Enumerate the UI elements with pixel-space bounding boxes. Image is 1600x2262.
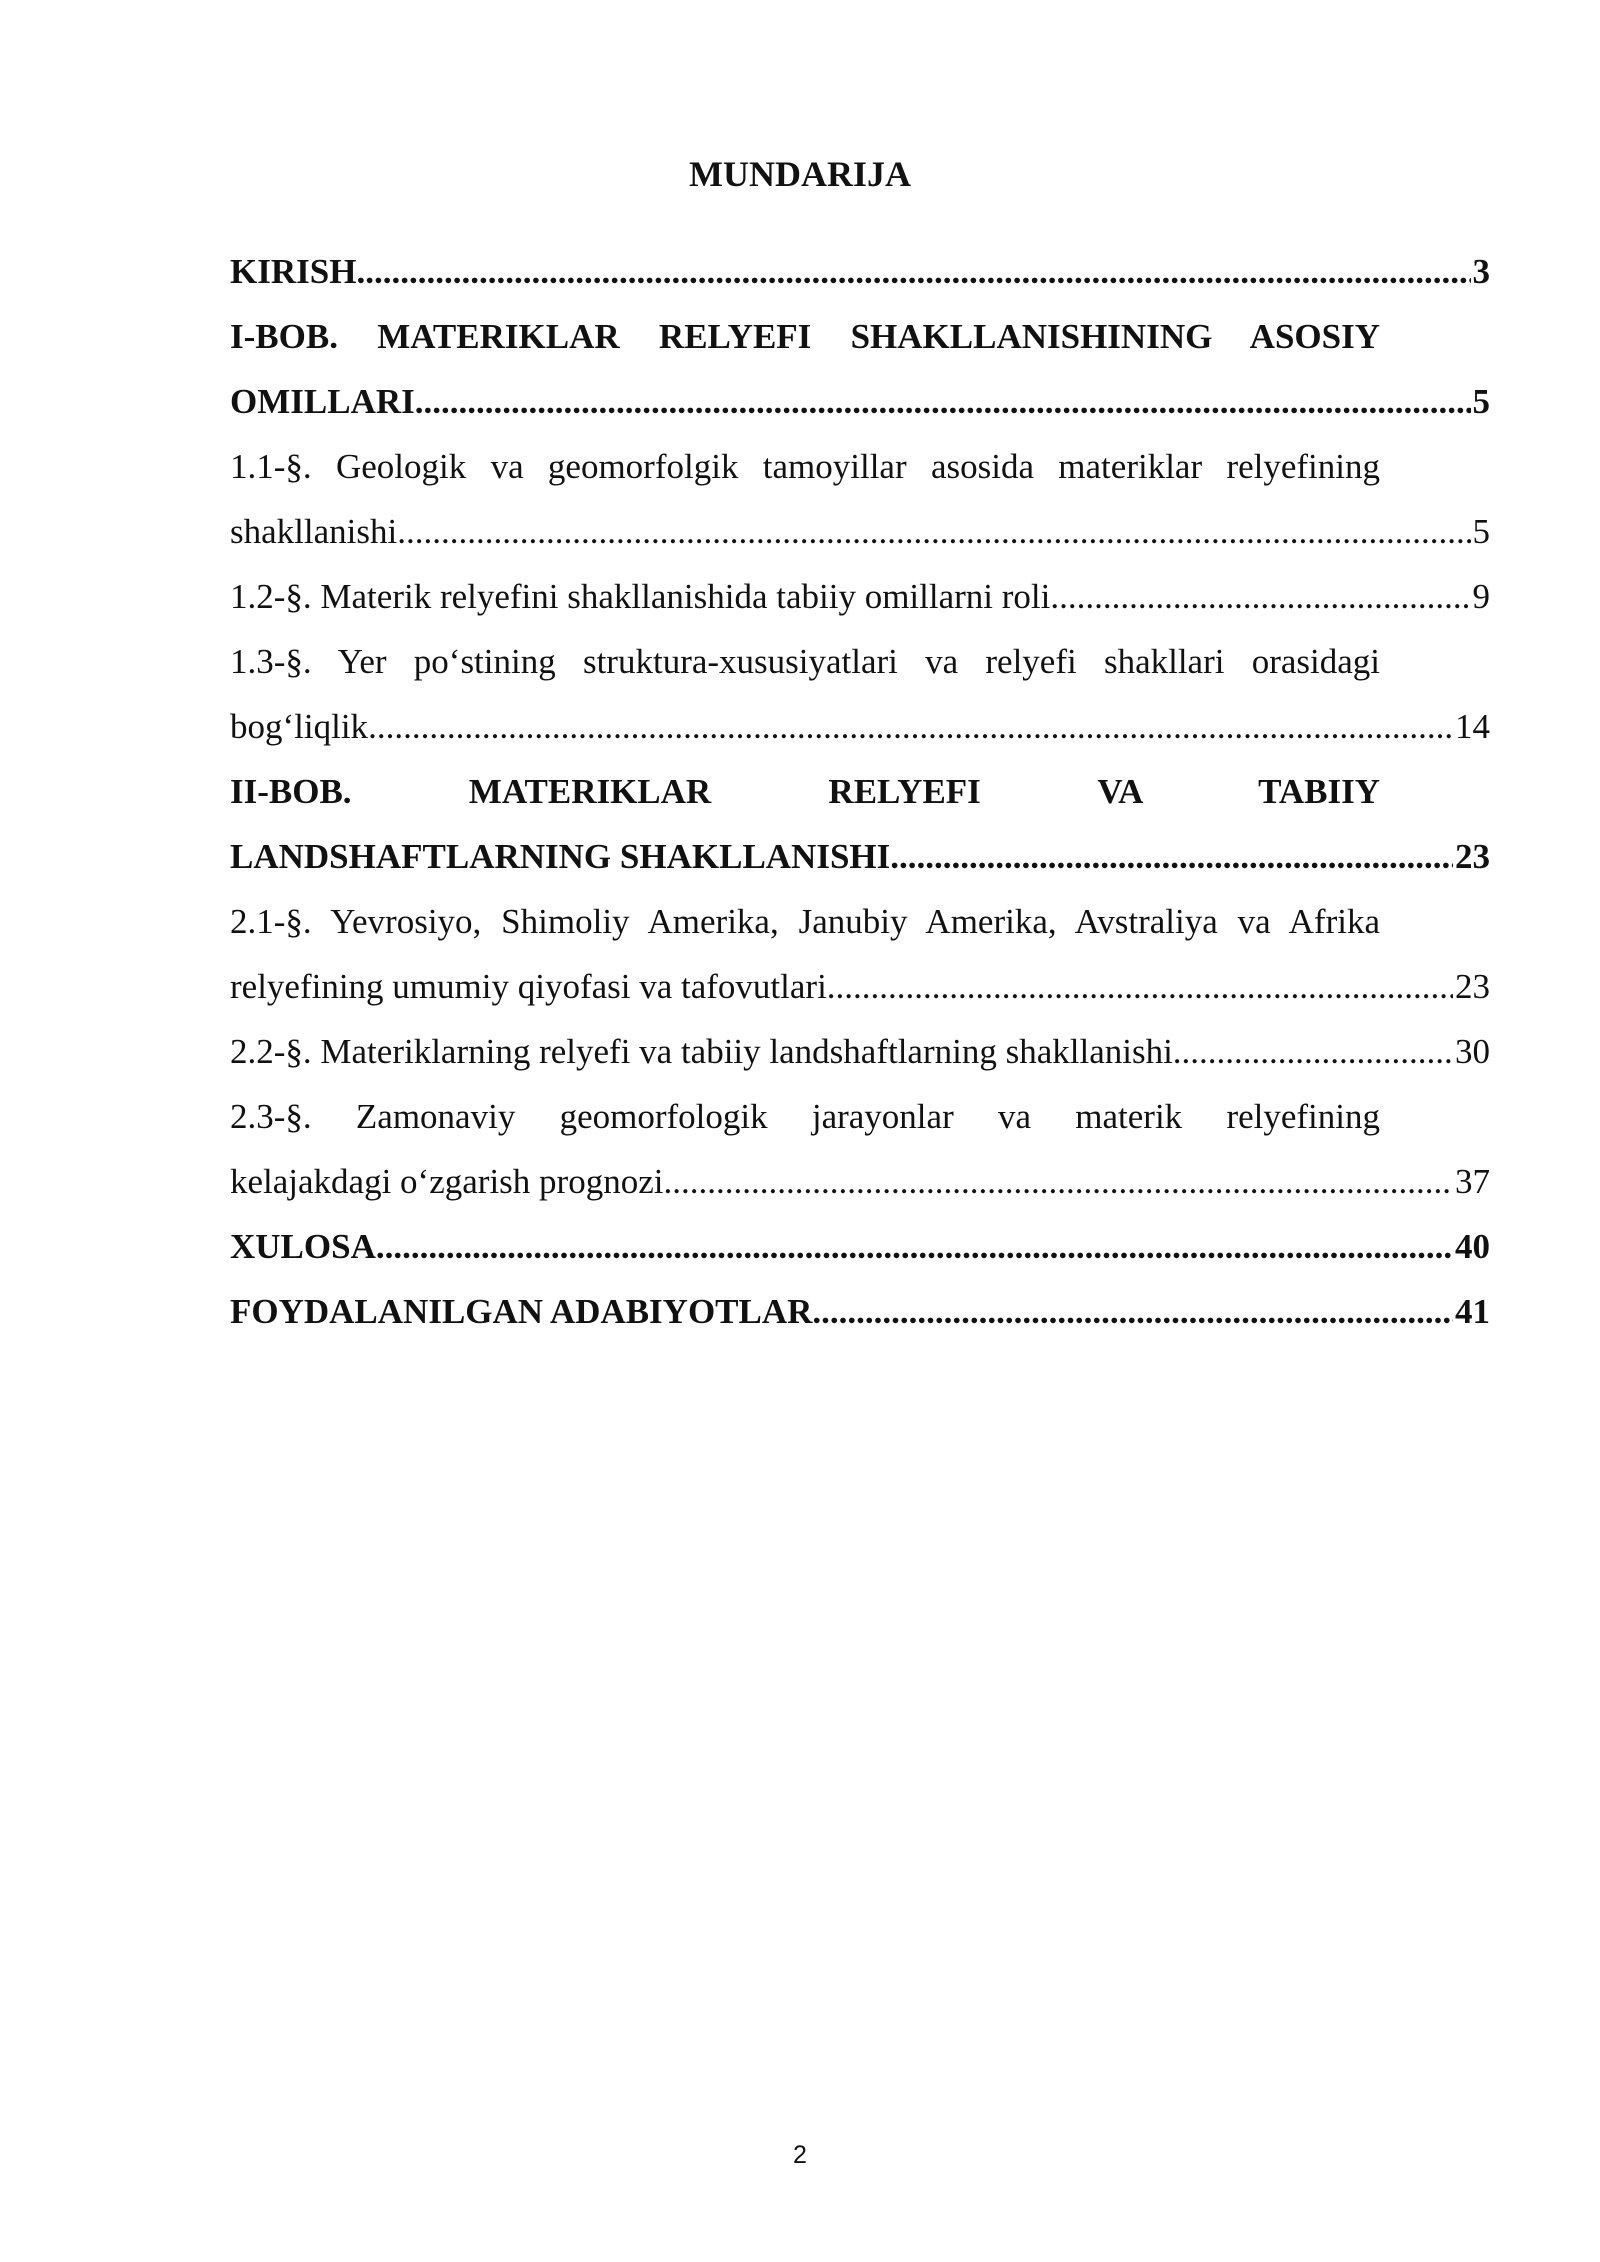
toc-entry-title-line-2: relyefining umumiy qiyofasi va tafovutlari	[230, 967, 827, 1006]
toc-page-number: 14	[1455, 707, 1490, 746]
dot-leader	[356, 239, 1470, 304]
toc-entry-title-line-1: II-BOB. MATERIKLAR RELYEFI VA TABIIY	[230, 772, 1380, 811]
toc-entry-line	[230, 1279, 1490, 1344]
toc-page-number: 37	[1455, 1162, 1490, 1201]
toc-entry-title-line-2: bog‘liqlik	[230, 707, 369, 746]
toc-entry-line	[230, 564, 1490, 629]
toc-page-number: 23	[1455, 837, 1490, 876]
toc-entry-line	[230, 499, 1490, 564]
toc-entry-section-1-2[interactable]	[230, 564, 1490, 629]
page-number: 2	[793, 2141, 807, 2169]
dot-leader	[827, 954, 1453, 1019]
toc-entry-title-line-1: 1.1-§. Geologik va geomorfolgik tamoyillar asosida materiklar relyefining	[230, 447, 1380, 486]
toc-entry-xulosa[interactable]	[230, 1214, 1490, 1279]
toc-page-number: 40	[1455, 1227, 1490, 1266]
toc-entry-kirish[interactable]	[230, 239, 1490, 304]
toc-entry-title-line-2: kelajakdagi o‘zgarish prognozi	[230, 1162, 664, 1201]
toc-entry-title: KIRISH	[230, 252, 357, 291]
dot-leader	[1050, 564, 1470, 629]
toc-entry-title-line-1: 2.1-§. Yevrosiyo, Shimoliy Amerika, Janubiy Amerika, Avstraliya va Afrika	[230, 902, 1380, 941]
toc-entry-line	[230, 239, 1490, 304]
table-of-contents	[230, 239, 1490, 1344]
toc-entry-line	[230, 694, 1490, 759]
toc-page-number: 9	[1472, 577, 1490, 616]
toc-entry-title-line-2: shakllanishi	[230, 512, 398, 551]
toc-entry-line	[230, 824, 1490, 889]
toc-entry-title: FOYDALANILGAN ADABIYOTLAR	[230, 1292, 813, 1331]
toc-entry-line	[230, 1214, 1490, 1279]
toc-entry-title-line-1: 2.3-§. Zamonaviy geomorfologik jarayonlar va materik relyefining	[230, 1097, 1380, 1136]
toc-entry-section-1-3[interactable]	[230, 629, 1490, 759]
toc-entry-line	[230, 1019, 1490, 1084]
toc-entry-title: XULOSA	[230, 1227, 376, 1266]
toc-page-number: 3	[1472, 252, 1490, 291]
toc-entry-section-2-3[interactable]	[230, 1084, 1490, 1214]
toc-entry-title: 2.2-§. Materiklarning relyefi va tabiiy landshaftlarning shakllanishi	[230, 1032, 1173, 1071]
toc-entry-title-line-2: LANDSHAFTLARNING SHAKLLANISHI	[230, 837, 891, 876]
toc-page-number: 23	[1455, 967, 1490, 1006]
dot-leader	[1173, 1019, 1453, 1084]
dot-leader	[890, 824, 1453, 889]
toc-page-number: 5	[1472, 512, 1490, 551]
toc-entry-section-2-1[interactable]	[230, 889, 1490, 1019]
toc-entry-chapter-2[interactable]	[230, 759, 1490, 889]
toc-entry-line	[230, 369, 1490, 434]
dot-leader	[397, 499, 1470, 564]
toc-page-number: 30	[1455, 1032, 1490, 1071]
toc-entry-line	[230, 954, 1490, 1019]
toc-entry-title-line-1: I-BOB. MATERIKLAR RELYEFI SHAKLLANISHINING ASOSIY	[230, 317, 1380, 356]
dot-leader	[663, 1149, 1453, 1214]
toc-entry-references[interactable]	[230, 1279, 1490, 1344]
dot-leader	[376, 1214, 1453, 1279]
toc-entry-line	[230, 1149, 1490, 1214]
toc-page-number: 5	[1472, 382, 1490, 421]
toc-entry-section-1-1[interactable]	[230, 434, 1490, 564]
dot-leader	[415, 369, 1471, 434]
dot-leader	[368, 694, 1453, 759]
toc-entry-title-line-2: OMILLARI	[230, 382, 415, 421]
dot-leader	[812, 1279, 1453, 1344]
toc-entry-section-2-2[interactable]	[230, 1019, 1490, 1084]
toc-page-number: 41	[1455, 1292, 1490, 1331]
page-title: MUNDARIJA	[689, 154, 911, 194]
toc-entry-title: 1.2-§. Materik relyefini shakllanishida tabiiy omillarni roli	[230, 577, 1051, 616]
toc-entry-title-line-1: 1.3-§. Yer po‘stining struktura-xususiyatlari va relyefi shakllari orasidagi	[230, 642, 1380, 681]
toc-entry-chapter-1[interactable]	[230, 304, 1490, 434]
